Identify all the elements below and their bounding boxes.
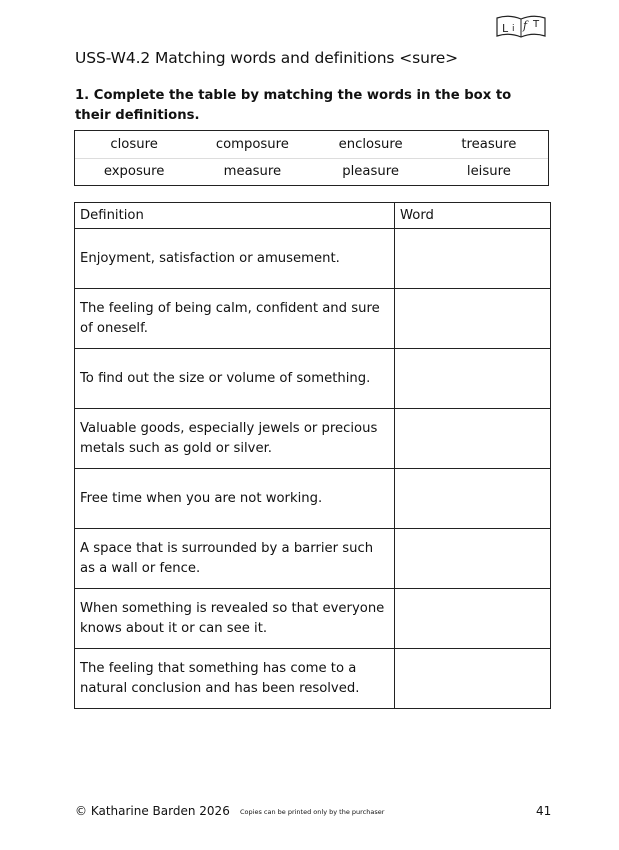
table-header-row bbox=[75, 203, 551, 229]
definition-cell: Enjoyment, satisfaction or amusement. bbox=[75, 229, 395, 289]
word-box-item: pleasure bbox=[312, 158, 430, 185]
definition-cell: A space that is surrounded by a barrier such as a wall or fence. bbox=[75, 529, 395, 589]
definition-cell: When something is revealed so that everyone knows about it or can see it. bbox=[75, 589, 395, 649]
word-box-item: treasure bbox=[461, 136, 517, 152]
word-box-item: closure bbox=[110, 136, 158, 152]
svg-text:i: i bbox=[512, 24, 515, 34]
definitions-table bbox=[74, 202, 551, 709]
word-answer-cell[interactable] bbox=[395, 409, 551, 469]
table-row bbox=[75, 229, 551, 289]
table-row bbox=[75, 649, 551, 709]
word-answer-cell[interactable] bbox=[395, 589, 551, 649]
svg-text:T: T bbox=[533, 19, 540, 30]
table-row bbox=[75, 349, 551, 409]
footer-notice: Copies can be printed only by the purchaser bbox=[240, 808, 385, 816]
word-answer-cell[interactable] bbox=[395, 649, 551, 709]
footer-copyright: © Katharine Barden 2026 bbox=[75, 804, 230, 818]
table-row bbox=[75, 469, 551, 529]
definition-cell: To find out the size or volume of something. bbox=[75, 349, 395, 409]
word-box-item: measure bbox=[193, 158, 311, 185]
definition-cell: The feeling of being calm, confident and sure of oneself. bbox=[75, 289, 395, 349]
word-box-item: exposure bbox=[75, 158, 193, 185]
svg-text:L: L bbox=[502, 22, 509, 35]
table-row bbox=[75, 529, 551, 589]
svg-text:f: f bbox=[523, 19, 528, 32]
word-box-item: enclosure bbox=[338, 136, 403, 152]
definition-cell: Valuable goods, especially jewels or precious metals such as gold or silver. bbox=[75, 409, 395, 469]
word-answer-cell[interactable] bbox=[395, 349, 551, 409]
lift-logo bbox=[493, 10, 549, 42]
instruction-text: 1. Complete the table by matching the words in the box to their definitions. bbox=[75, 88, 512, 123]
header-definition: Definition bbox=[75, 203, 395, 229]
word-answer-cell[interactable] bbox=[395, 469, 551, 529]
word-box-item: composure bbox=[215, 136, 289, 152]
definition-cell: Free time when you are not working. bbox=[75, 469, 395, 529]
page-title: USS-W4.2 Matching words and definitions <sure> bbox=[75, 49, 459, 67]
word-answer-cell[interactable] bbox=[395, 289, 551, 349]
page-number: 41 bbox=[536, 804, 552, 818]
header-word: Word bbox=[395, 203, 551, 229]
table-row bbox=[75, 289, 551, 349]
definition-cell: The feeling that something has come to a natural conclusion and has been resolved. bbox=[75, 649, 395, 709]
word-answer-cell[interactable] bbox=[395, 229, 551, 289]
word-answer-cell[interactable] bbox=[395, 529, 551, 589]
word-box bbox=[74, 130, 549, 186]
table-row bbox=[75, 589, 551, 649]
table-row bbox=[75, 409, 551, 469]
word-box-item: leisure bbox=[430, 158, 548, 185]
